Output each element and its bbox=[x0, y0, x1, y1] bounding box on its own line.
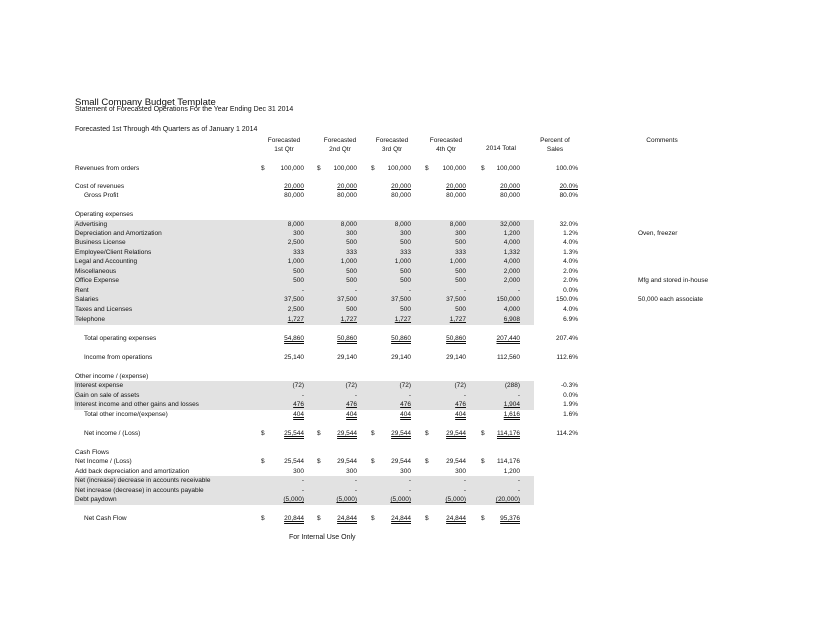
footer-note: For Internal Use Only bbox=[289, 534, 356, 541]
cell-q4: 29,140 bbox=[446, 354, 466, 361]
cell-q4: 50,860 bbox=[446, 335, 466, 342]
cell-q4: 500 bbox=[455, 268, 466, 275]
cell-q3: - bbox=[408, 477, 411, 484]
cell-q3: 8,000 bbox=[394, 221, 411, 228]
cell-q3: (5,000) bbox=[390, 496, 411, 503]
cell-total: 95,376 bbox=[500, 515, 520, 522]
table-row bbox=[74, 191, 534, 201]
cell-q2: - bbox=[354, 477, 357, 484]
cell-total: 4,000 bbox=[503, 258, 520, 265]
cell-q3: 500 bbox=[400, 239, 411, 246]
cell-q4: 404 bbox=[455, 411, 466, 418]
cell-q2: 8,000 bbox=[340, 221, 357, 228]
cell-q2: 24,844 bbox=[337, 515, 357, 522]
cell-total: 114,176 bbox=[496, 458, 520, 465]
cell-q3: 500 bbox=[400, 268, 411, 275]
dollar-sign: $ bbox=[425, 458, 429, 465]
dollar-sign: $ bbox=[425, 430, 429, 437]
cell-q4: 476 bbox=[455, 401, 466, 408]
cell-q2: 1,727 bbox=[340, 316, 357, 323]
cell-q3: - bbox=[408, 487, 411, 494]
cell-q2: 20,000 bbox=[337, 183, 357, 190]
cell-q2: 500 bbox=[346, 277, 357, 284]
dollar-sign: $ bbox=[317, 458, 321, 465]
table-row bbox=[74, 238, 534, 248]
row-label: Cost of revenues bbox=[75, 183, 125, 190]
cell-total: 2,000 bbox=[503, 277, 520, 284]
cell-q2: 333 bbox=[346, 249, 357, 256]
cell-percent: 4.0% bbox=[563, 306, 578, 313]
cell-q4: 29,544 bbox=[446, 430, 466, 437]
cell-q4: 80,000 bbox=[446, 192, 466, 199]
cell-q4: 8,000 bbox=[449, 221, 466, 228]
row-label: Miscellaneous bbox=[75, 268, 117, 275]
row-label: Add back depreciation and amortization bbox=[75, 468, 190, 475]
cell-q1: 300 bbox=[293, 468, 304, 475]
row-label: Advertising bbox=[75, 221, 108, 228]
cell-percent: 0.0% bbox=[563, 287, 578, 294]
table-row bbox=[74, 400, 534, 410]
cell-total: 1,332 bbox=[503, 249, 520, 256]
cell-q3: 333 bbox=[400, 249, 411, 256]
cell-q2: (72) bbox=[345, 382, 357, 389]
row-label: Cash Flows bbox=[75, 449, 109, 456]
cell-q4: 37,500 bbox=[446, 296, 466, 303]
dollar-sign: $ bbox=[371, 515, 375, 522]
row-label: Gross Profit bbox=[84, 192, 119, 199]
table-row bbox=[74, 210, 534, 220]
table-row bbox=[74, 295, 534, 305]
cell-q2: 476 bbox=[346, 401, 357, 408]
cell-total: 32,000 bbox=[500, 221, 520, 228]
cell-q1: 333 bbox=[293, 249, 304, 256]
cell-q3: 29,544 bbox=[391, 458, 411, 465]
cell-total: - bbox=[517, 487, 520, 494]
row-label: Business License bbox=[75, 239, 126, 246]
row-label: Total operating expenses bbox=[84, 335, 157, 342]
cell-q2: 300 bbox=[346, 230, 357, 237]
cell-q1: (72) bbox=[292, 382, 304, 389]
cell-q3: 404 bbox=[400, 411, 411, 418]
cell-q3: 37,500 bbox=[391, 296, 411, 303]
cell-total: 100,000 bbox=[496, 165, 520, 172]
cell-percent: 2.0% bbox=[563, 277, 578, 284]
dollar-sign: $ bbox=[481, 430, 485, 437]
cell-percent: 80.0% bbox=[559, 192, 578, 199]
dollar-sign: $ bbox=[425, 165, 429, 172]
cell-q2: 500 bbox=[346, 239, 357, 246]
dollar-sign: $ bbox=[371, 430, 375, 437]
header-comments: Comments bbox=[646, 137, 678, 144]
table-row bbox=[74, 410, 534, 420]
table-row bbox=[74, 429, 534, 439]
cell-q2: 50,860 bbox=[337, 335, 357, 342]
cell-q3: 29,544 bbox=[391, 430, 411, 437]
cell-total: 20,000 bbox=[500, 183, 520, 190]
cell-q4: 1,727 bbox=[449, 316, 466, 323]
cell-q3: 476 bbox=[400, 401, 411, 408]
cell-percent: 6.9% bbox=[563, 316, 578, 323]
row-label: Rent bbox=[75, 287, 89, 294]
table-row bbox=[74, 164, 534, 174]
cell-q4: 300 bbox=[455, 230, 466, 237]
cell-percent: 207.4% bbox=[555, 335, 578, 342]
table-row bbox=[74, 334, 534, 344]
cell-q3: 1,727 bbox=[394, 316, 411, 323]
cell-q2: 37,500 bbox=[337, 296, 357, 303]
table-row bbox=[74, 315, 534, 325]
cell-q1: - bbox=[301, 487, 304, 494]
row-label: Net Income / (Loss) bbox=[75, 458, 132, 465]
cell-total: (288) bbox=[504, 382, 520, 389]
row-label: Gain on sale of assets bbox=[75, 392, 140, 399]
cell-q1: 1,000 bbox=[287, 258, 304, 265]
row-label: Employee/Client Relations bbox=[75, 249, 152, 256]
cell-q1: - bbox=[301, 477, 304, 484]
cell-q2: 404 bbox=[346, 411, 357, 418]
cell-percent: 1.6% bbox=[563, 411, 578, 418]
cell-total: 4,000 bbox=[503, 306, 520, 313]
row-label: Salaries bbox=[75, 296, 99, 303]
cell-percent: 1.2% bbox=[563, 230, 578, 237]
row-label: Revenues from orders bbox=[75, 165, 140, 172]
cell-percent: -0.3% bbox=[561, 382, 578, 389]
dollar-sign: $ bbox=[481, 165, 485, 172]
cell-q2: 29,140 bbox=[337, 354, 357, 361]
cell-q3: 29,140 bbox=[391, 354, 411, 361]
row-label: Net Cash Flow bbox=[84, 515, 127, 522]
cell-percent: 1.9% bbox=[563, 401, 578, 408]
cell-q2: 29,544 bbox=[337, 430, 357, 437]
dollar-sign: $ bbox=[261, 430, 265, 437]
cell-q1: (5,000) bbox=[283, 496, 304, 503]
row-comment: Oven, freezer bbox=[638, 230, 678, 237]
cell-q4: 500 bbox=[455, 306, 466, 313]
cell-percent: 4.0% bbox=[563, 239, 578, 246]
cell-q1: 1,727 bbox=[287, 316, 304, 323]
cell-q1: - bbox=[301, 392, 304, 399]
cell-q3: - bbox=[408, 392, 411, 399]
dollar-sign: $ bbox=[317, 515, 321, 522]
cell-q2: 100,000 bbox=[333, 165, 357, 172]
cell-total: 1,616 bbox=[503, 411, 520, 418]
cell-q1: 2,500 bbox=[287, 239, 304, 246]
row-label: Taxes and Licenses bbox=[75, 306, 133, 313]
cell-percent: 2.0% bbox=[563, 268, 578, 275]
row-label: Net income / (Loss) bbox=[84, 430, 141, 437]
cell-q1: - bbox=[301, 287, 304, 294]
row-label: Net increase (decrease) in accounts payable bbox=[75, 487, 204, 494]
table-row bbox=[74, 353, 534, 363]
cell-total: 2,000 bbox=[503, 268, 520, 275]
row-label: Income from operations bbox=[84, 354, 153, 361]
row-label: Debt paydown bbox=[75, 496, 117, 503]
table-row bbox=[74, 305, 534, 315]
table-row bbox=[74, 514, 534, 524]
cell-q1: 80,000 bbox=[284, 192, 304, 199]
cell-q3: 300 bbox=[400, 468, 411, 475]
cell-q4: 24,844 bbox=[446, 515, 466, 522]
cell-q1: 8,000 bbox=[287, 221, 304, 228]
row-label: Office Expense bbox=[75, 277, 119, 284]
dollar-sign: $ bbox=[317, 165, 321, 172]
cell-total: 150,000 bbox=[496, 296, 520, 303]
row-label: Total other income/(expense) bbox=[84, 411, 168, 418]
cell-q2: (5,000) bbox=[336, 496, 357, 503]
cell-total: 1,200 bbox=[503, 468, 520, 475]
header-q1: Forecasted 1st Qtr bbox=[267, 137, 301, 153]
cell-percent: 32.0% bbox=[559, 221, 578, 228]
cell-q3: 80,000 bbox=[391, 192, 411, 199]
cell-total: 1,200 bbox=[503, 230, 520, 237]
table-row bbox=[74, 495, 534, 505]
row-label: Net (increase) decrease in accounts receivable bbox=[75, 477, 211, 484]
cell-q4: - bbox=[463, 477, 466, 484]
cell-q4: 20,000 bbox=[446, 183, 466, 190]
cell-total: 207,440 bbox=[496, 335, 520, 342]
cell-q1: 54,860 bbox=[284, 335, 304, 342]
cell-q2: - bbox=[354, 487, 357, 494]
cell-q1: 20,000 bbox=[284, 183, 304, 190]
cell-q3: (72) bbox=[399, 382, 411, 389]
cell-total: 6,908 bbox=[503, 316, 520, 323]
cell-total: (20,000) bbox=[495, 496, 520, 503]
cell-q3: 20,000 bbox=[391, 183, 411, 190]
table-row bbox=[74, 457, 534, 467]
cell-q3: 1,000 bbox=[394, 258, 411, 265]
cell-percent: 114.2% bbox=[556, 430, 578, 437]
cell-q2: - bbox=[354, 287, 357, 294]
cell-q1: 500 bbox=[293, 268, 304, 275]
cell-q4: 100,000 bbox=[442, 165, 466, 172]
dollar-sign: $ bbox=[481, 458, 485, 465]
table-row bbox=[74, 476, 534, 486]
cell-q2: - bbox=[354, 392, 357, 399]
header-total: 2014 Total bbox=[486, 145, 516, 152]
cell-q1: 2,500 bbox=[287, 306, 304, 313]
cell-q3: 300 bbox=[400, 230, 411, 237]
cell-percent: 4.0% bbox=[563, 258, 578, 265]
dollar-sign: $ bbox=[261, 458, 265, 465]
cell-total: - bbox=[517, 287, 520, 294]
cell-total: 80,000 bbox=[500, 192, 520, 199]
cell-percent: 20.0% bbox=[559, 183, 578, 190]
row-label: Operating expenses bbox=[75, 211, 134, 218]
cell-q2: 300 bbox=[346, 468, 357, 475]
dollar-sign: $ bbox=[317, 430, 321, 437]
dollar-sign: $ bbox=[371, 165, 375, 172]
table-row bbox=[74, 276, 534, 286]
cell-q1: 300 bbox=[293, 230, 304, 237]
cell-percent: 150.0% bbox=[555, 296, 578, 303]
cell-total: 112,560 bbox=[496, 354, 520, 361]
cell-q4: (72) bbox=[454, 382, 466, 389]
dollar-sign: $ bbox=[425, 515, 429, 522]
header-q3: Forecasted 3rd Qtr bbox=[375, 137, 409, 153]
cell-q1: 500 bbox=[293, 277, 304, 284]
row-label: Legal and Accounting bbox=[75, 258, 138, 265]
cell-total: 1,904 bbox=[503, 401, 520, 408]
row-comment: 50,000 each associate bbox=[638, 296, 704, 303]
cell-q3: - bbox=[408, 287, 411, 294]
cell-q1: 404 bbox=[293, 411, 304, 418]
cell-q4: 29,544 bbox=[446, 458, 466, 465]
cell-q1: 25,140 bbox=[284, 354, 304, 361]
dollar-sign: $ bbox=[481, 515, 485, 522]
cell-q1: 20,844 bbox=[284, 515, 304, 522]
header-percent-of-sales: Percent of Sales bbox=[540, 137, 570, 153]
cell-percent: 112.6% bbox=[556, 354, 578, 361]
cell-q2: 29,544 bbox=[337, 458, 357, 465]
cell-q4: 500 bbox=[455, 277, 466, 284]
cell-q4: (5,000) bbox=[445, 496, 466, 503]
cell-q3: 24,844 bbox=[391, 515, 411, 522]
cell-percent: 100.0% bbox=[555, 165, 578, 172]
cell-q4: - bbox=[463, 487, 466, 494]
cell-percent: 0.0% bbox=[563, 392, 578, 399]
cell-q1: 25,544 bbox=[284, 430, 304, 437]
cell-q4: - bbox=[463, 287, 466, 294]
cell-total: - bbox=[517, 477, 520, 484]
cell-q2: 500 bbox=[346, 268, 357, 275]
cell-total: - bbox=[517, 392, 520, 399]
row-label: Interest expense bbox=[75, 382, 124, 389]
page-title: Small Company Budget Template bbox=[75, 97, 216, 108]
cell-q4: - bbox=[463, 392, 466, 399]
page-subtitle: Statement of Forecasted Operations For the Year Ending Dec 31 2014 bbox=[75, 106, 294, 113]
cell-total: 114,176 bbox=[496, 430, 520, 437]
cell-q2: 80,000 bbox=[337, 192, 357, 199]
cell-q4: 500 bbox=[455, 239, 466, 246]
cell-q2: 1,000 bbox=[340, 258, 357, 265]
cell-q4: 1,000 bbox=[449, 258, 466, 265]
table-row bbox=[74, 381, 534, 391]
dollar-sign: $ bbox=[261, 165, 265, 172]
cell-q1: 37,500 bbox=[284, 296, 304, 303]
row-label: Interest income and other gains and losses bbox=[75, 401, 199, 408]
cell-percent: 1.3% bbox=[563, 249, 578, 256]
cell-q2: 500 bbox=[346, 306, 357, 313]
cell-q3: 500 bbox=[400, 277, 411, 284]
cell-q3: 50,860 bbox=[391, 335, 411, 342]
cell-q3: 100,000 bbox=[387, 165, 411, 172]
header-q2: Forecasted 2nd Qtr bbox=[323, 137, 357, 153]
forecast-note: Forecasted 1st Through 4th Quarters as of January 1 2014 bbox=[75, 126, 258, 133]
cell-total: 4,000 bbox=[503, 239, 520, 246]
row-label: Depreciation and Amortization bbox=[75, 230, 162, 237]
cell-q3: 500 bbox=[400, 306, 411, 313]
dollar-sign: $ bbox=[371, 458, 375, 465]
header-q4: Forecasted 4th Qtr bbox=[429, 137, 463, 153]
row-label: Other income / (expense) bbox=[75, 373, 149, 380]
cell-q4: 333 bbox=[455, 249, 466, 256]
cell-q1: 25,544 bbox=[284, 458, 304, 465]
row-label: Telephone bbox=[75, 316, 105, 323]
dollar-sign: $ bbox=[261, 515, 265, 522]
table-row bbox=[74, 257, 534, 267]
row-comment: Mfg and stored in-house bbox=[638, 277, 709, 284]
cell-q1: 100,000 bbox=[280, 165, 304, 172]
cell-q1: 476 bbox=[293, 401, 304, 408]
cell-q4: 300 bbox=[455, 468, 466, 475]
